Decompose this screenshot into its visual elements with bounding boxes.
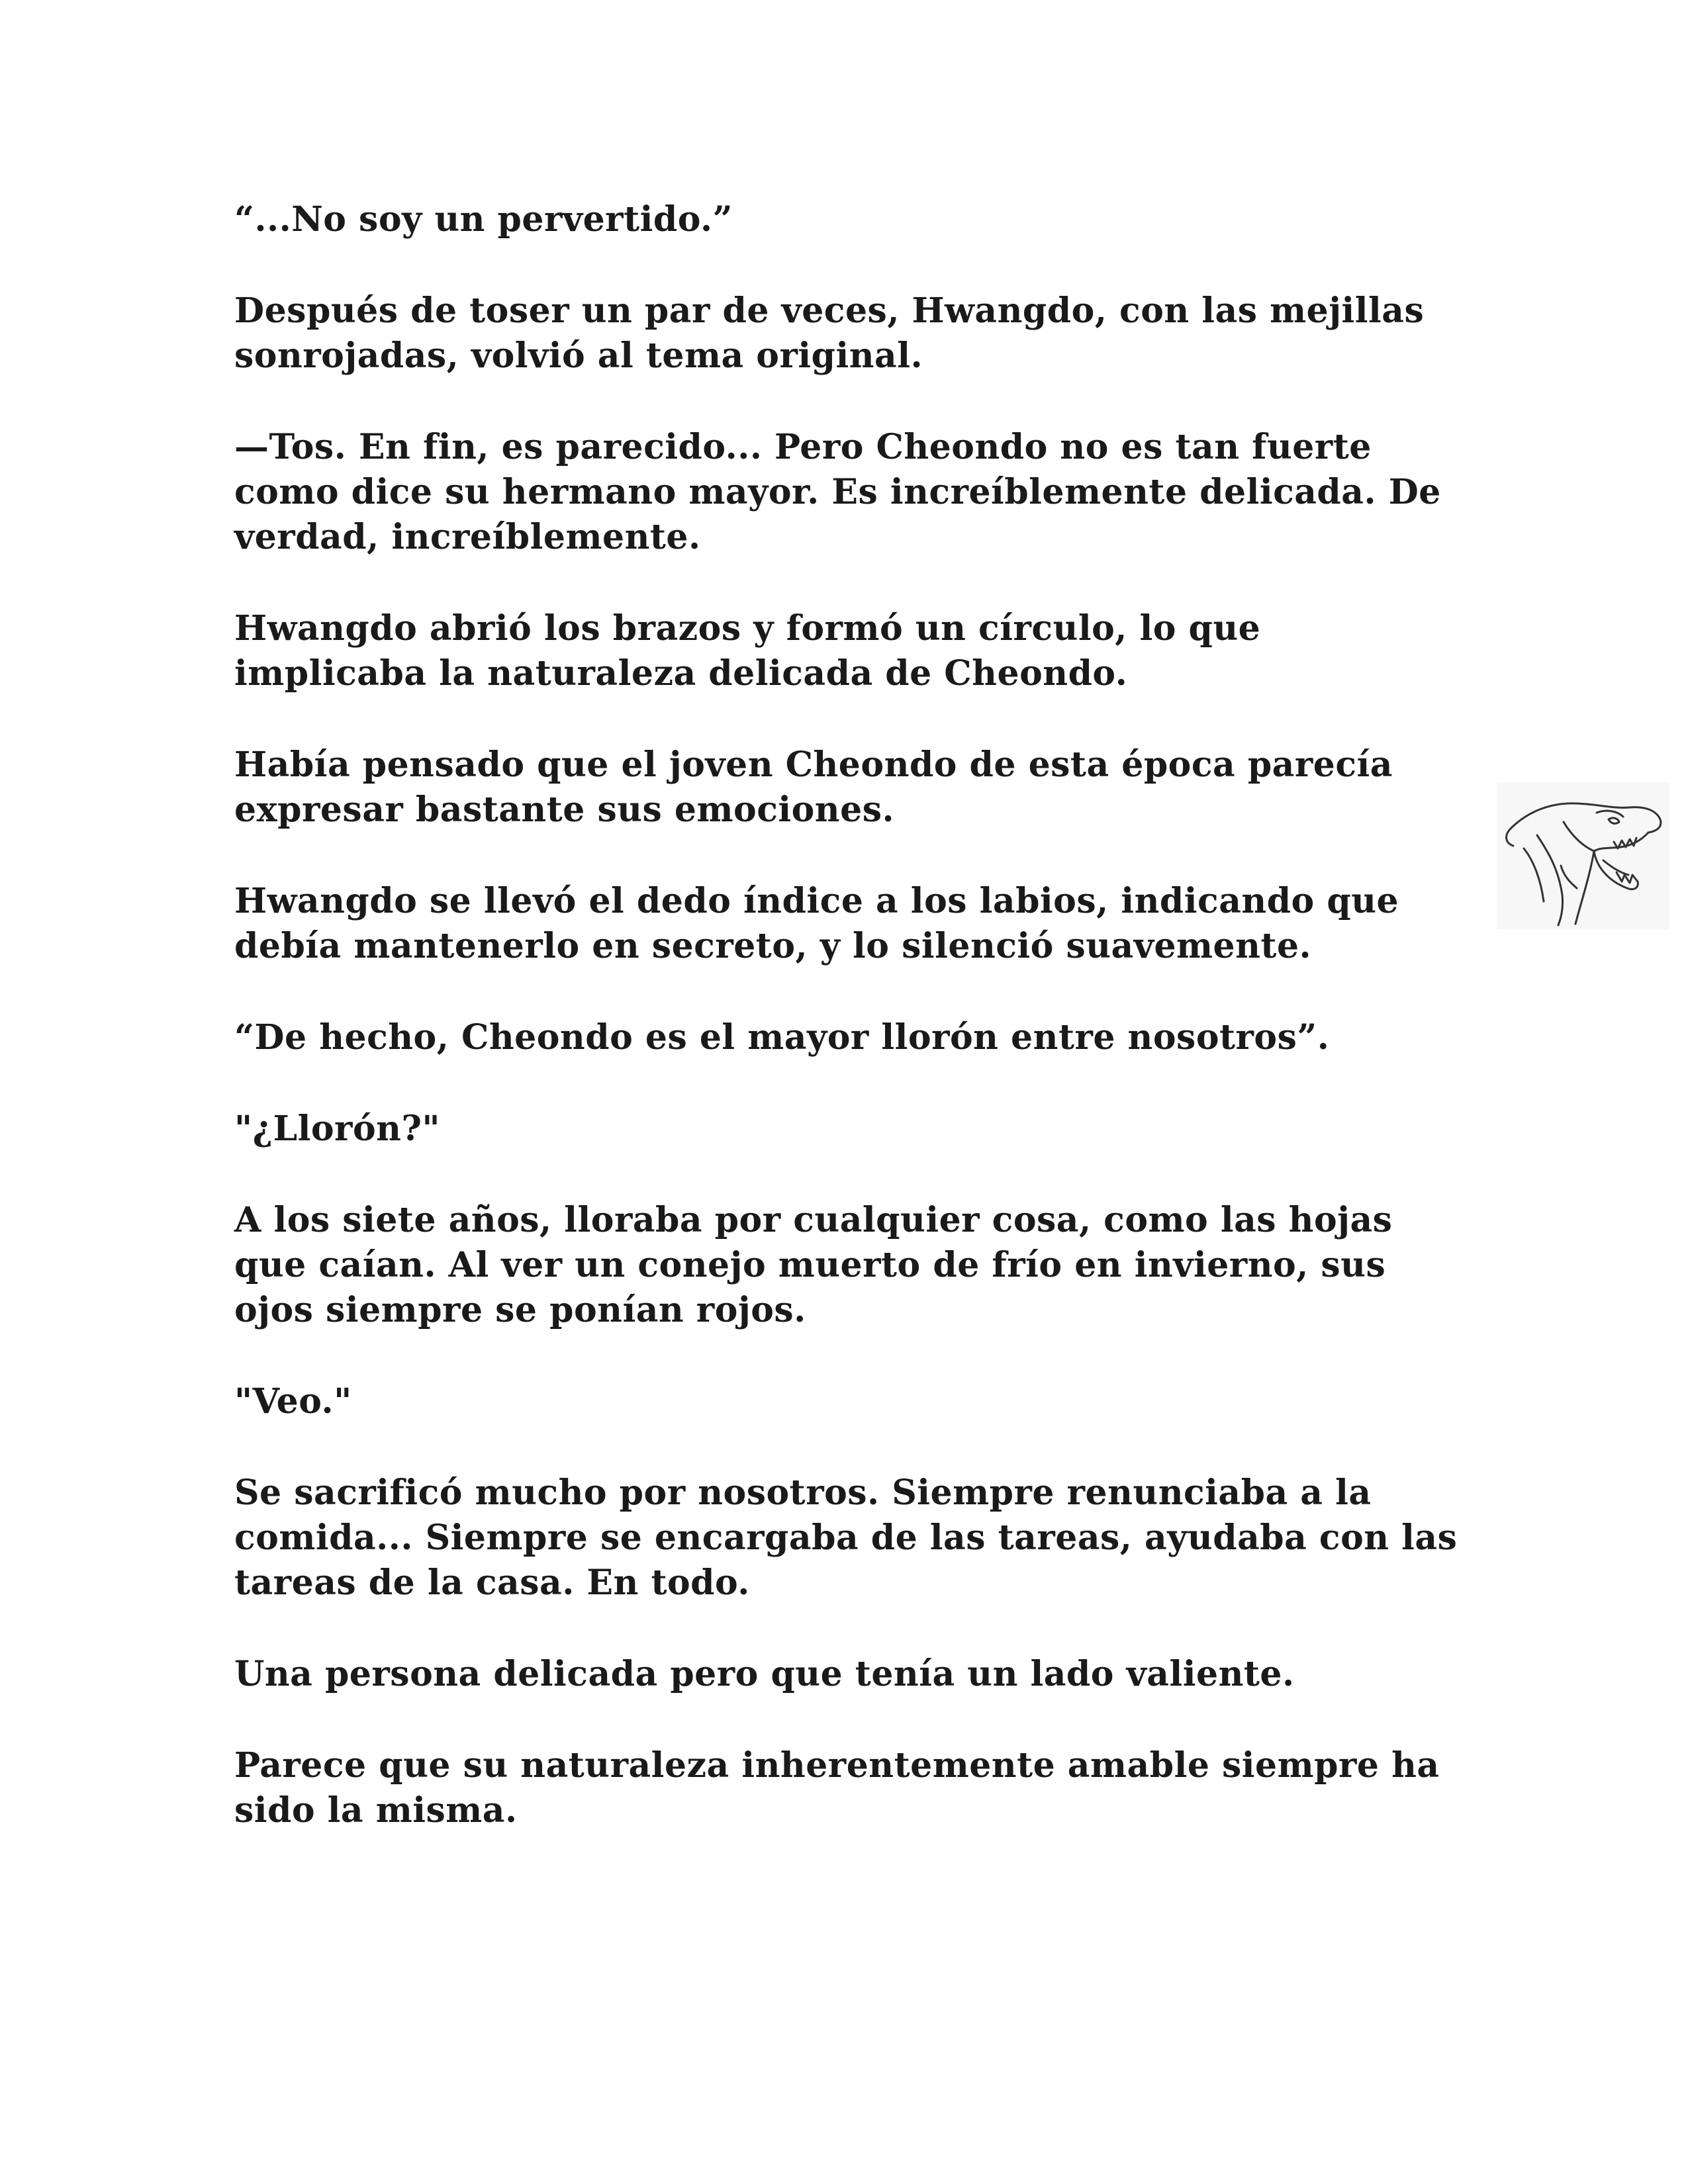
paragraph-9: A los siete años, lloraba por cualquier cosa, como las hojas que caían. Al ver un conejo muerto de frío en invierno, sus ojos siempre se ponían rojos. xyxy=(234,1200,1393,1330)
paragraph-7: “De hecho, Cheondo es el mayor llorón entre nosotros”. xyxy=(234,1017,1330,1058)
paragraph-2: Después de toser un par de veces, Hwangdo, con las mejillas sonrojadas, volvió al tema original. xyxy=(234,291,1425,376)
paragraph-10: "Veo." xyxy=(234,1381,352,1422)
paragraph-13: Parece que su naturaleza inherentemente amable siempre ha sido la misma. xyxy=(234,1745,1440,1831)
paragraph-8: "¿Llorón?" xyxy=(234,1109,441,1149)
text-body xyxy=(234,197,1479,1880)
dinosaur-head-icon xyxy=(1497,782,1669,929)
paragraph-3: —Tos. En fin, es parecido... Pero Cheondo no es tan fuerte como dice su hermano mayor. Es increíblemente delicada. De verdad, increíblemente. xyxy=(234,427,1441,557)
paragraph-1: “...No soy un pervertido.” xyxy=(234,199,733,240)
paragraph-6: Hwangdo se llevó el dedo índice a los labios, indicando que debía mantenerlo en secreto, y lo silenció suavemente. xyxy=(234,881,1399,966)
paragraph-11: Se sacrificó mucho por nosotros. Siempre renunciaba a la comida... Siempre se encargaba de las tareas, ayudaba con las tareas de la casa. En todo. xyxy=(234,1473,1458,1603)
paragraph-5: Había pensado que el joven Cheondo de esta época parecía expresar bastante sus emociones. xyxy=(234,745,1393,830)
paragraph-12: Una persona delicada pero que tenía un lado valiente. xyxy=(234,1654,1295,1694)
paragraph-4: Hwangdo abrió los brazos y formó un círculo, lo que implicaba la naturaleza delicada de Cheondo. xyxy=(234,608,1261,694)
